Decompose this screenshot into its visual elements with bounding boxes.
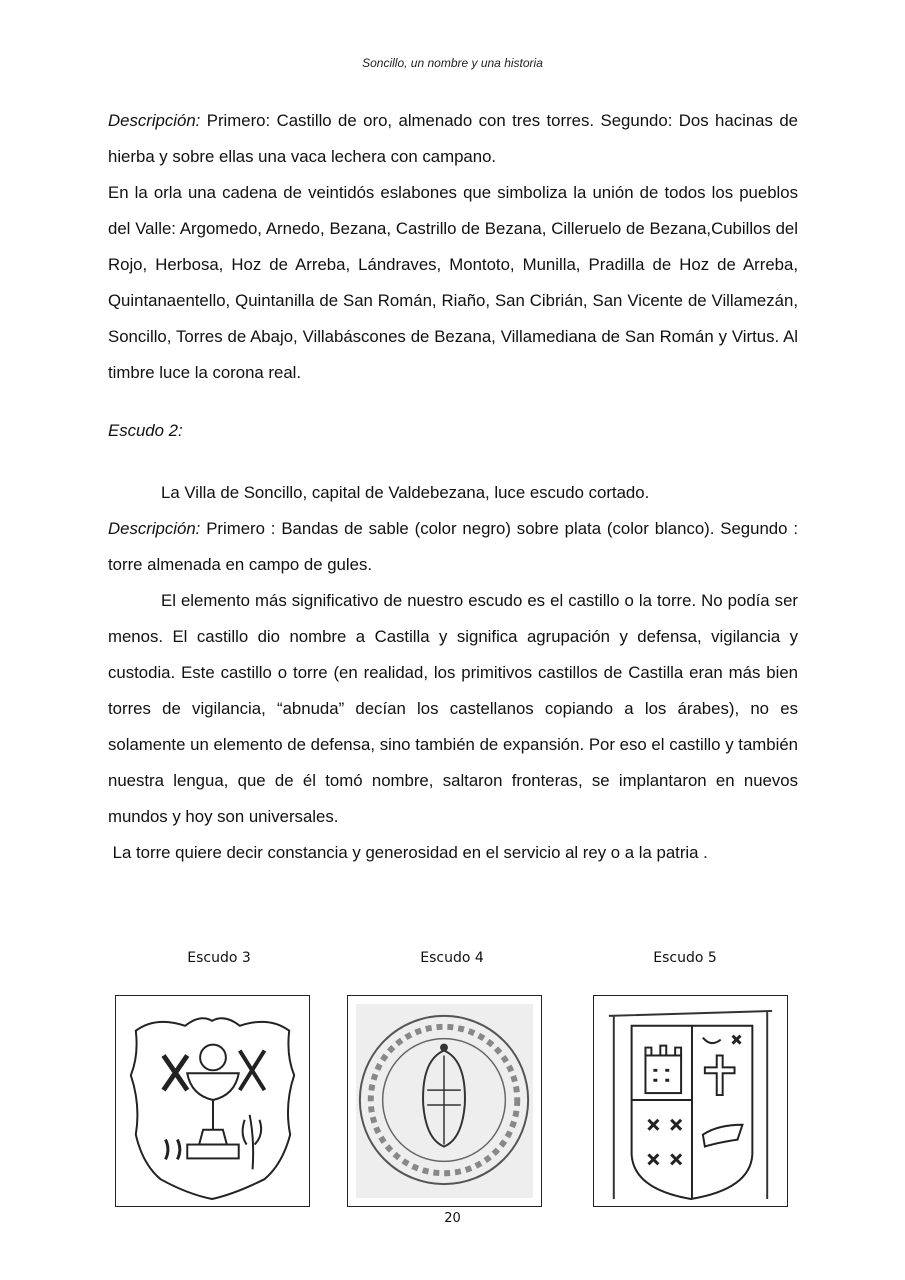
figure-caption: Escudo 3 bbox=[187, 950, 251, 966]
description-1 bbox=[108, 103, 798, 175]
running-header: Soncillo, un nombre y una historia bbox=[362, 56, 543, 70]
closing-line: La torre quiere decir constancia y generosidad en el servicio al rey o a la patria . bbox=[108, 843, 708, 862]
castle-cross-shield-icon bbox=[594, 996, 787, 1206]
description-text: Primero: Castillo de oro, almenado con tres torres. Segundo: Dos hacinas de hierba y sobre ellas una vaca lechera con campano. bbox=[108, 111, 798, 166]
description-label: Descripción: bbox=[108, 111, 201, 130]
escudo-2-heading: Escudo 2: bbox=[108, 421, 183, 440]
escudo-3-figure bbox=[115, 995, 310, 1207]
escudo-4-figure bbox=[347, 995, 542, 1207]
description-text: Primero : Bandas de sable (color negro) sobre plata (color blanco). Segundo : torre almenada en campo de gules. bbox=[108, 519, 798, 574]
round-seal-icon bbox=[348, 996, 541, 1206]
escudo-5-figure bbox=[593, 995, 788, 1207]
page-number: 20 bbox=[444, 1211, 461, 1226]
chalice-shield-icon bbox=[116, 996, 309, 1206]
figure-caption: Escudo 5 bbox=[653, 950, 717, 966]
description-2 bbox=[108, 511, 798, 583]
castle-paragraph: El elemento más significativo de nuestro escudo es el castillo o la torre. No podía ser menos. El castillo dio nombre a Castilla y significa agrupación y defensa, vigilancia y custodia. Este castillo o torre (en realidad, los primitivos castillos de Castilla eran más bien torres de vigilancia, “abnuda” decían los castellanos copiando a los árabes), no es solamente un elemento de defensa, sino también de expansión. Por eso el castillo y también nuestra lengua, que de él tomó nombre, saltaron fronteras, se implantaron en nuevos mundos y hoy son universales. bbox=[108, 591, 798, 826]
escudo-2-intro: La Villa de Soncillo, capital de Valdebezana, luce escudo cortado. bbox=[161, 483, 650, 502]
body-text bbox=[108, 103, 798, 391]
description-label: Descripción: bbox=[108, 519, 201, 538]
figure-caption: Escudo 4 bbox=[420, 950, 484, 966]
escudo-2-section bbox=[108, 413, 798, 871]
orla-paragraph: En la orla una cadena de veintidós eslabones que simboliza la unión de todos los pueblos del Valle: Argomedo, Arnedo, Bezana, Castrillo de Bezana, Cilleruelo de Bezana,Cubillos del Rojo, Herbosa, Hoz de Arreba, Lándraves, Montoto, Munilla, Pradilla de Hoz de Arreba, Quintanaentello, Quintanilla de San Román, Riaño, San Cibrián, San Vicente de Villamezán, Soncillo, Torres de Abajo, Villabáscones de Bezana, Villamediana de San Román y Virtus. Al timbre luce la corona real. bbox=[108, 183, 798, 382]
